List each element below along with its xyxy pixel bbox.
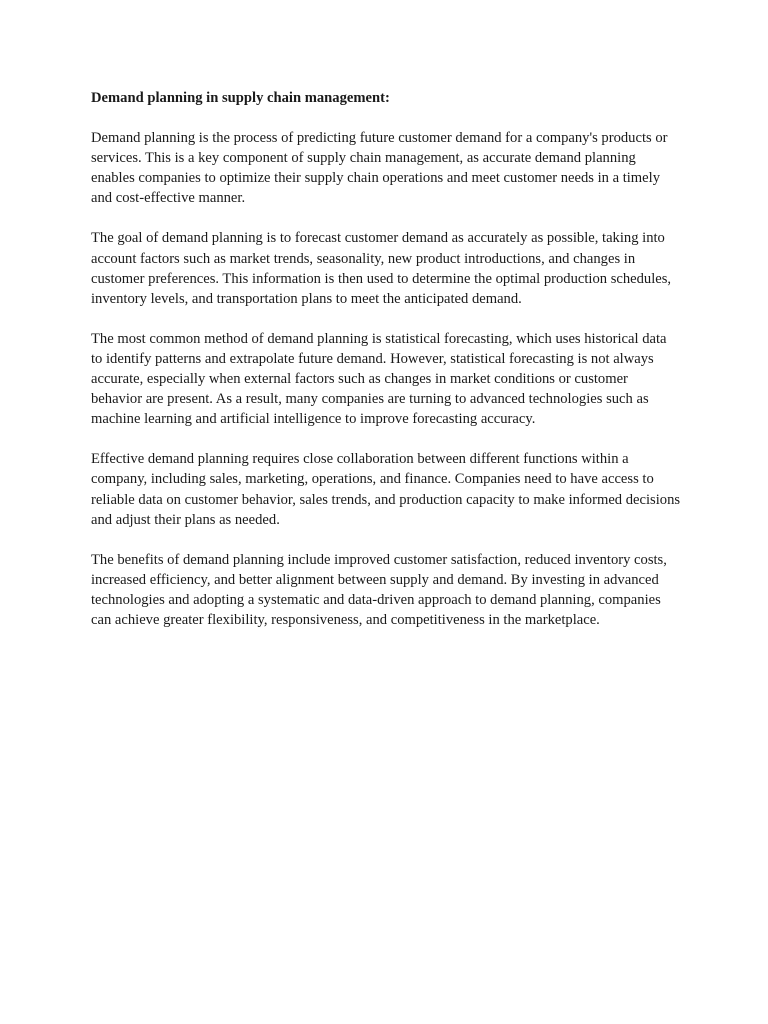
paragraph-1: Demand planning is the process of predicting future customer demand for a company's products or services. This is a key component of supply chain management, as accurate demand planning enables companies to optimize their supply chain operations and meet customer needs in a timely and cost-effective manner. bbox=[91, 130, 668, 207]
paragraph-5: The benefits of demand planning include improved customer satisfaction, reduced inventory costs, increased efficiency, and better alignment between supply and demand. By investing in advanced technologies and adopting a systematic and data-driven approach to demand planning, companies can achieve greater flexibility, responsiveness, and competitiveness in the marketplace. bbox=[91, 551, 667, 628]
paragraph-4: Effective demand planning requires close collaboration between different functions within a company, including sales, marketing, operations, and finance. Companies need to have access to reliable data on customer behavior, sales trends, and production capacity to make informed decisions and adjust their plans as needed. bbox=[91, 451, 681, 528]
paragraph-3: The most common method of demand planning is statistical forecasting, which uses historical data to identify patterns and extrapolate future demand. However, statistical forecasting is not always accurate, especially when external factors such as changes in market conditions or customer behavior are present. As a result, many companies are turning to advanced technologies such as machine learning and artificial intelligence to improve forecasting accuracy. bbox=[91, 330, 667, 428]
document-title: Demand planning in supply chain management: bbox=[91, 90, 390, 106]
document-body bbox=[91, 88, 681, 650]
paragraph-2: The goal of demand planning is to forecast customer demand as accurately as possible, taking into account factors such as market trends, seasonality, new product introductions, and changes in customer preferences. This information is then used to determine the optimal production schedules, inventory levels, and transportation plans to meet the anticipated demand. bbox=[91, 230, 672, 307]
